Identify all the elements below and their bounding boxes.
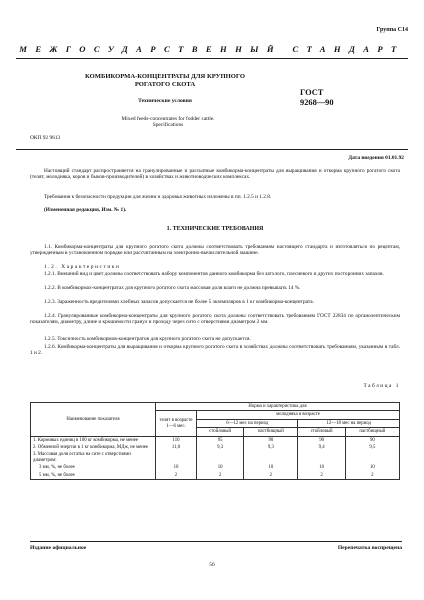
- header-indicator: Наименование показателя: [31, 403, 156, 437]
- scope-paragraph: Настоящий стандарт распространяется на гранулированные и рассыпные комбикорма-концентраты для выращивания и откорма крупного рогатого скота (телят, молодняка, коров и быков-производителей) в хозяйствах и животноводческих комплексах.: [30, 168, 400, 181]
- table-cell: [197, 451, 244, 464]
- table-cell: 9,3: [244, 444, 298, 451]
- requirements-table: [30, 402, 400, 480]
- table-cell: 10: [156, 464, 197, 471]
- row-label: 1. Кормовых единиц в 100 кг комбикорма, не менее: [31, 436, 156, 444]
- table-cell: [298, 451, 345, 464]
- row-label: 3 мм, %, не более: [31, 464, 156, 471]
- gost-label: ГОСТ: [300, 88, 324, 97]
- clause-1-2-2: 1.2.2. В комбикормах-концентратах для крупного рогатого скота массовая доля влаги не должна превышать 14 %.: [44, 285, 301, 291]
- table-row: [31, 464, 400, 471]
- header-pasture-1: пастбищный: [244, 428, 298, 436]
- table-cell: 9,5: [345, 444, 399, 451]
- english-title-line-1: Mixed feeds-concentrates for fodder cattle.: [121, 116, 215, 122]
- table-row: [31, 451, 400, 464]
- table-cell: 2: [156, 472, 197, 480]
- amendment-note: (Измененная редакция, Изм. № 1).: [44, 207, 127, 213]
- table-cell: 9,3: [197, 444, 244, 451]
- safety-paragraph: Требования к безопасности продукции для жизни и здоровья животных изложены в пп. 1.2.5 и 1.2.8.: [44, 194, 272, 200]
- document-title: [70, 73, 260, 88]
- clause-1-2-4: 1.2.4. Гранулированные комбикорма-концентраты для крупного рогатого скота должны соответствовать требованиям ГОСТ 22834 по органолептическим показателям, диаметру, длине и крошимости гранул и проходу через сито с отверстиями диаметром 2 мм.: [30, 313, 400, 326]
- table-cell: 9,4: [298, 444, 345, 451]
- title-line-2: РОГАТОГО СКОТА: [134, 80, 196, 88]
- clause-1-2-1: 1.2.1. Внешний вид и цвет должны соответствовать набору компонентов данного комбикорма без затхлого, плесневого и других посторонних запахов.: [44, 271, 384, 277]
- table-cell: 90: [345, 436, 399, 444]
- table-cell: 2: [345, 472, 399, 480]
- table-caption: Таблица 1: [363, 383, 400, 389]
- table-cell: 2: [244, 472, 298, 480]
- header-stall-1: стойловый: [197, 428, 244, 436]
- table-cell: [156, 451, 197, 464]
- banner-rule: [16, 58, 408, 59]
- gost-designation: [300, 88, 334, 108]
- introduction-date: Дата введения 01.01.92: [348, 155, 404, 161]
- english-title: [78, 116, 258, 129]
- okp-code: ОКП 92 9613: [30, 135, 61, 141]
- clause-1-1: 1.1. Комбикорма-концентраты для крупного рогатого скота должны соответствовать требованиям настоящего стандарта и изготовляться по рецептам, утвержденным в установленном порядке или рассчитанным на электронно-вычислительной машине.: [30, 244, 400, 257]
- table-row: [31, 472, 400, 480]
- table-cell: 10: [244, 464, 298, 471]
- header-norm: Норма и характеристика для: [156, 403, 400, 411]
- reprint-prohibited-label: Перепечатка воспрещена: [337, 545, 402, 551]
- row-label: 3. Массовая доля остатка на сите с отверстиями диаметром:: [31, 451, 156, 464]
- clause-1-2: 1.2. Характеристики: [44, 264, 121, 270]
- table-cell: 2: [197, 472, 244, 480]
- standard-banner: МЕЖГОСУДАРСТВЕННЫЙ СТАНДАРТ: [19, 44, 405, 54]
- header-stall-2: стойловый: [298, 428, 345, 436]
- title-line-1: КОМБИКОРМА-КОНЦЕНТРАТЫ ДЛЯ КРУПНОГО: [85, 73, 245, 80]
- table-cell: 2: [298, 472, 345, 480]
- table-cell: 110: [156, 436, 197, 444]
- header-6-12: 6—12 мес на период: [197, 419, 298, 427]
- header-12-18: 12—18 мес на период: [298, 419, 400, 427]
- header-calves: телят в возрасте 1—6 мес.: [156, 411, 197, 436]
- document-subtitle: Технические условия: [138, 98, 192, 104]
- section-heading: 1. ТЕХНИЧЕСКИЕ ТРЕБОВАНИЯ: [166, 226, 264, 232]
- header-pasture-2: пастбищный: [345, 428, 399, 436]
- english-title-line-2: Specifications: [152, 122, 184, 129]
- table-cell: 95: [197, 436, 244, 444]
- clause-1-2-3: 1.2.3. Зараженность вредителями хлебных запасов допускается не более 5 экземпляров в 1 кг комбикорма-концентрата.: [44, 299, 314, 305]
- table-row: [31, 444, 400, 451]
- footer-rule: [30, 541, 402, 542]
- table-cell: 11,0: [156, 444, 197, 451]
- row-label: 2. Обменной энергии в 1 кг комбикорма, МДж, не менее: [31, 444, 156, 451]
- page-number: 56: [209, 562, 215, 568]
- table-cell: 10: [197, 464, 244, 471]
- table-cell: 10: [298, 464, 345, 471]
- clause-1-2-5: 1.2.5. Токсичность комбикормов-концентратов для крупного рогатого скота не допускается.: [44, 336, 251, 342]
- title-rule: [16, 149, 408, 150]
- table-cell: 90: [298, 436, 345, 444]
- group-code: Группа С14: [376, 27, 408, 33]
- table-cell: 10: [345, 464, 399, 471]
- table-cell: 90: [244, 436, 298, 444]
- header-young: молодняка в возрасте: [197, 411, 400, 419]
- table-cell: [345, 451, 399, 464]
- table-cell: [244, 451, 298, 464]
- table-row: [31, 436, 400, 444]
- official-edition-label: Издание официальное: [30, 545, 87, 551]
- clause-1-2-6: 1.2.6. Комбикорма-концентраты для выращивания и откорма крупного рогатого скота в хозяйствах должны соответствовать требованиям, указанным в табл. 1 и 2.: [30, 344, 400, 357]
- row-label: 5 мм, %, не более: [31, 472, 156, 480]
- gost-number: 9268—90: [300, 97, 334, 107]
